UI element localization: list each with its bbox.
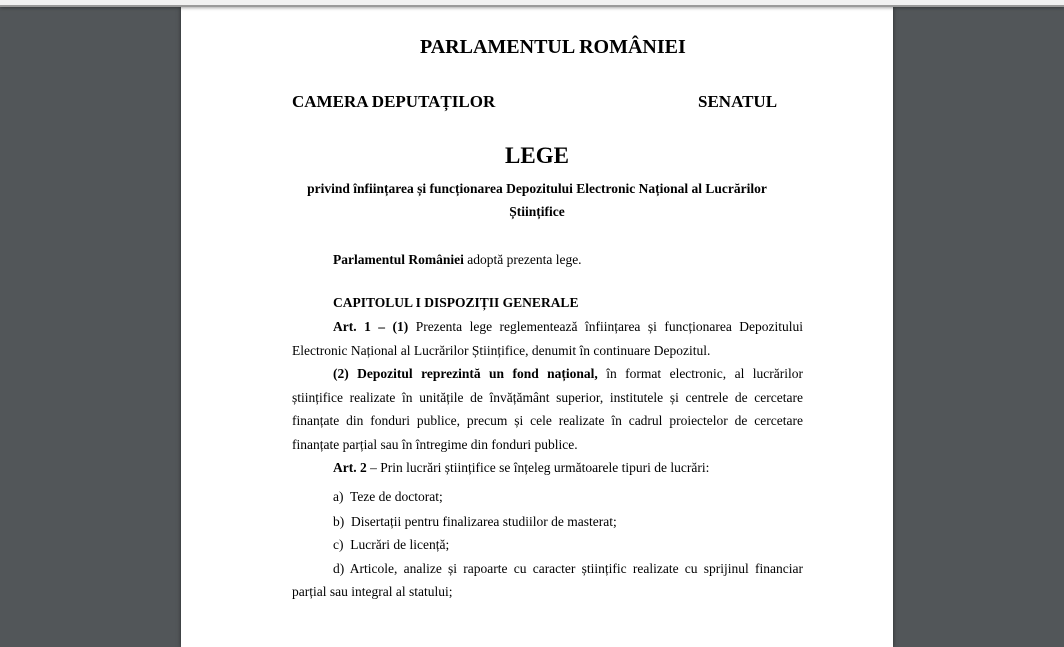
law-subtitle-line2: Științifice (509, 204, 565, 219)
pdf-page (181, 7, 893, 647)
preamble (292, 248, 803, 272)
list-marker: c) (333, 537, 344, 552)
art1-text-line2: Electronic Național al Lucrărilor Științifice, denumit în continuare Depozitul. (292, 342, 711, 358)
art2-text: – Prin lucrări științifice se înțeleg următoarele tipuri de lucrări: (366, 460, 710, 475)
list-text: Disertații pentru finalizarea studiilor de masterat; (351, 513, 617, 529)
chapter-title: CAPITOLUL I DISPOZIȚII GENERALE (333, 295, 579, 310)
works-list (292, 485, 803, 604)
list-item (292, 533, 803, 557)
list-item-continuation: parțial sau integral al statului; (292, 584, 453, 599)
list-text: Teze de doctorat; (350, 489, 443, 504)
list-text: Articole, analize și rapoarte cu caracter științific realizate cu sprijinul financiar (349, 560, 803, 576)
list-text: Lucrări de licență; (350, 537, 450, 552)
law-subtitle-line1: privind înființarea și funcționarea Depozitului Electronic Național al Lucrărilor (307, 181, 767, 196)
art1-par2-line1: în format electronic, al lucrărilor (597, 366, 803, 381)
list-item (292, 557, 803, 581)
list-marker: a) (333, 489, 344, 504)
list-marker: b) (333, 513, 345, 529)
law-title: LEGE (505, 143, 569, 168)
list-item (292, 485, 803, 509)
art1-par2-line2: științifice realizate în unitățile de învățământ superior, institutele și centrele de cercetare (292, 389, 803, 405)
senate-label: SENATUL (698, 92, 778, 111)
list-item (292, 510, 803, 534)
art1-text-line1: Prezenta lege reglementează înființarea și funcționarea Depozitului (408, 319, 803, 334)
parliament-title: PARLAMENTUL ROMÂNIEI (420, 36, 686, 58)
art1-par2-bold: (2) Depozitul reprezintă un fond național, (333, 366, 598, 381)
art1-par2-line4: finanțate parțial sau în întregime din fonduri publice. (292, 436, 578, 452)
chamber-deputies-label: CAMERA DEPUTAȚILOR (292, 92, 496, 111)
viewer-toolbar (0, 0, 1064, 7)
art2-label: Art. 2 (333, 460, 367, 475)
art1-par2-line3: finanțate din fonduri publice, precum și cele realizate în cadrul proiectelor de cercetare (292, 413, 803, 428)
chapter-heading (292, 291, 803, 315)
art1-label: Art. 1 – (1) (333, 319, 409, 334)
preamble-bold: Parlamentul României (333, 252, 464, 267)
list-marker: d) (333, 560, 345, 576)
preamble-rest: adoptă prezenta lege. (463, 252, 582, 267)
article-1 (292, 315, 803, 480)
